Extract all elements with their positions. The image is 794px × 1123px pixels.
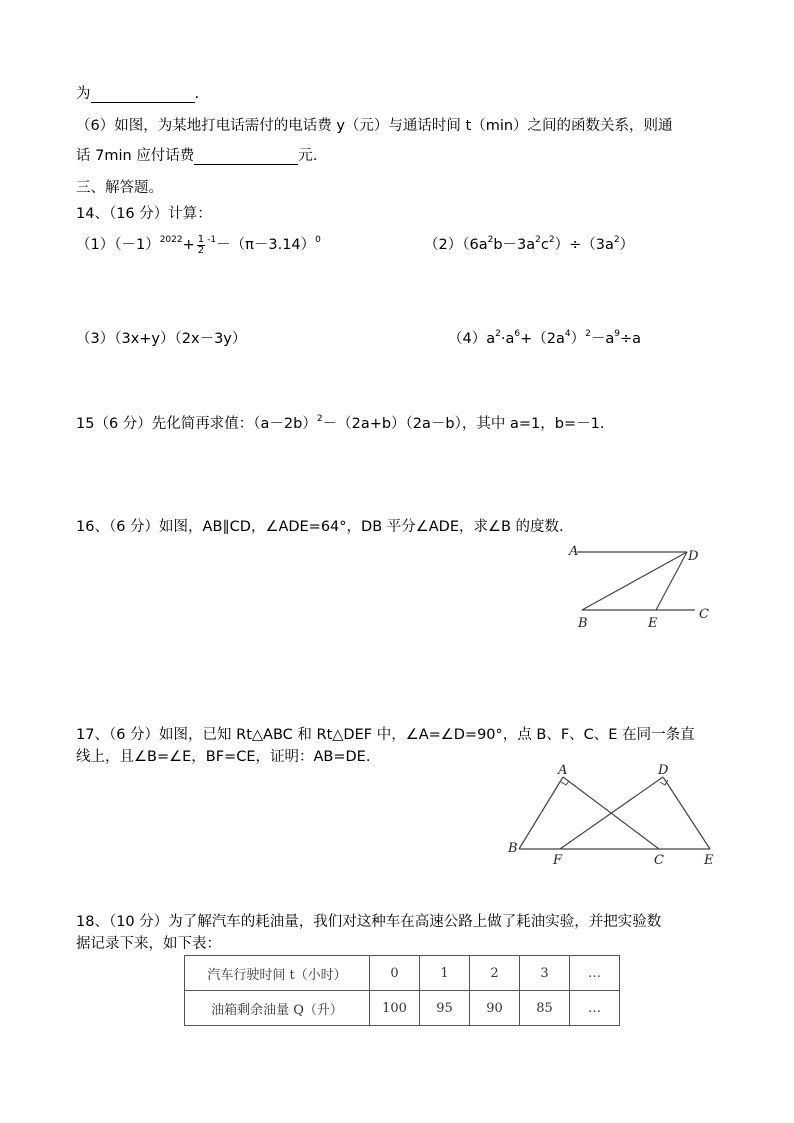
table-cell: 85 xyxy=(520,991,570,1026)
label-b: B xyxy=(508,841,518,856)
fraction-numerator: 1 xyxy=(197,233,205,245)
q16-text: 16、（6 分）如图，AB∥CD，∠ADE=64°，DB 平分∠ADE，求∠B 的度数. xyxy=(76,519,564,535)
q14-p2-text: （2）（6a xyxy=(424,237,488,253)
table-row xyxy=(185,956,620,991)
q17-text-line1: 17、（6 分）如图，已知 Rt△ABC 和 Rt△DEF 中，∠A=∠D=90°，点 B、F、C、E 在同一条直 xyxy=(76,727,695,743)
q18-text-line2: 据记录下来，如下表： xyxy=(76,936,221,952)
exponent: 2 xyxy=(316,414,323,424)
q14-p4-text: +（2a xyxy=(520,331,565,347)
q14-p1-text-c: －（π－3.14） xyxy=(216,237,316,253)
label-a: A xyxy=(558,763,568,778)
label-d: D xyxy=(688,549,699,564)
q13-suffix: . xyxy=(194,86,200,102)
q14-p1-text: （1）（－1） xyxy=(76,237,160,253)
q13-6-text-line1 xyxy=(76,114,673,135)
q14-part1 xyxy=(76,233,321,256)
q14-p2-text: b－3a xyxy=(493,237,536,253)
label-e: E xyxy=(648,616,658,631)
q18-text-line1: 18、（10 分）为了解汽车的耗油量，我们对这种车在高速公路上做了耗油实验，并把实验数 xyxy=(76,914,662,930)
q14-p4-text: ÷a xyxy=(619,331,641,347)
table-cell: 90 xyxy=(470,991,520,1026)
table-row xyxy=(185,991,620,1026)
label-f: F xyxy=(553,853,563,866)
table-cell: 95 xyxy=(420,991,470,1026)
exponent: 2 xyxy=(585,329,591,339)
q17-figure xyxy=(500,760,725,866)
exponent: 9 xyxy=(614,329,620,339)
exponent: 2022 xyxy=(159,235,183,245)
label-b: B xyxy=(578,616,588,631)
q14-title: 14、（16 分）计算： xyxy=(76,206,212,222)
q14-part2 xyxy=(424,233,634,254)
table-cell: 100 xyxy=(370,991,420,1026)
label-d: D xyxy=(658,763,669,778)
exponent: 6 xyxy=(514,329,521,339)
q14-part4 xyxy=(448,327,641,348)
exponent: -1 xyxy=(207,235,217,245)
label-c: C xyxy=(654,853,664,866)
plus-sign: + xyxy=(182,237,195,253)
table-cell: … xyxy=(570,991,620,1026)
line-de xyxy=(663,777,710,849)
q13-prefix: 为 xyxy=(76,86,91,102)
table-cell: 2 xyxy=(470,956,520,991)
exponent: 4 xyxy=(564,329,571,339)
q13-6-text-c: 元. xyxy=(298,148,318,164)
label-c: C xyxy=(699,607,709,622)
table-row-header: 汽车行驶时间 t（小时） xyxy=(185,956,370,991)
table-cell: 3 xyxy=(520,956,570,991)
right-angle-mark-d xyxy=(660,780,668,785)
line-ab xyxy=(519,777,563,849)
q15-text xyxy=(76,412,604,433)
exponent: 2 xyxy=(487,235,494,245)
q16-figure xyxy=(560,538,720,632)
table-cell: … xyxy=(570,956,620,991)
table-cell: 1 xyxy=(420,956,470,991)
q15-text-a: 15（6 分）先化简再求值：（a－2b） xyxy=(76,416,317,432)
exponent: 0 xyxy=(315,235,321,245)
q14-p2-text: ） xyxy=(619,237,635,253)
q13-6-text-b: 话 7min 应付话费 xyxy=(76,148,195,164)
q14-part3: （3）（3x+y）（2x－3y） xyxy=(76,331,247,347)
data-table xyxy=(184,955,620,1026)
q14-p2-text: c xyxy=(540,237,549,253)
q15-text-b: －（2a+b）（2a－b），其中 a=1，b=－1. xyxy=(322,416,605,432)
q13-6-text: （6）如图，为某地打电话需付的电话费 y（元）与通话时间 t（min）之间的函数关系，则通 xyxy=(76,118,673,134)
label-e: E xyxy=(704,853,714,866)
right-angle-mark-a xyxy=(561,781,569,785)
line-fd xyxy=(560,777,663,849)
q14-p4-text: －a xyxy=(590,331,615,347)
exponent: 2 xyxy=(548,235,555,245)
section-heading: 三、解答题。 xyxy=(76,180,163,196)
answer-blank[interactable] xyxy=(91,87,195,103)
label-a: A xyxy=(569,544,579,559)
q14-p4-text: ·a xyxy=(500,331,515,347)
exponent: 2 xyxy=(613,235,620,245)
q13-6-text-line2 xyxy=(76,144,317,165)
answer-blank[interactable] xyxy=(194,149,298,165)
exponent: 2 xyxy=(535,235,541,245)
table-cell: 0 xyxy=(370,956,420,991)
q14-p4-text: （4）a xyxy=(448,331,496,347)
fraction-denominator: 2 xyxy=(197,244,205,256)
q14-p2-text: ）÷（3a xyxy=(554,237,614,253)
q17-text-line2: 线上，且∠B=∠E，BF=CE，证明：AB=DE. xyxy=(76,749,371,765)
fraction-one-half xyxy=(197,235,205,256)
q13-answer-line xyxy=(76,82,199,103)
table-row-header: 油箱剩余油量 Q（升） xyxy=(185,991,370,1026)
q14-p4-text: ） xyxy=(570,331,586,347)
exponent: 2 xyxy=(495,329,501,339)
